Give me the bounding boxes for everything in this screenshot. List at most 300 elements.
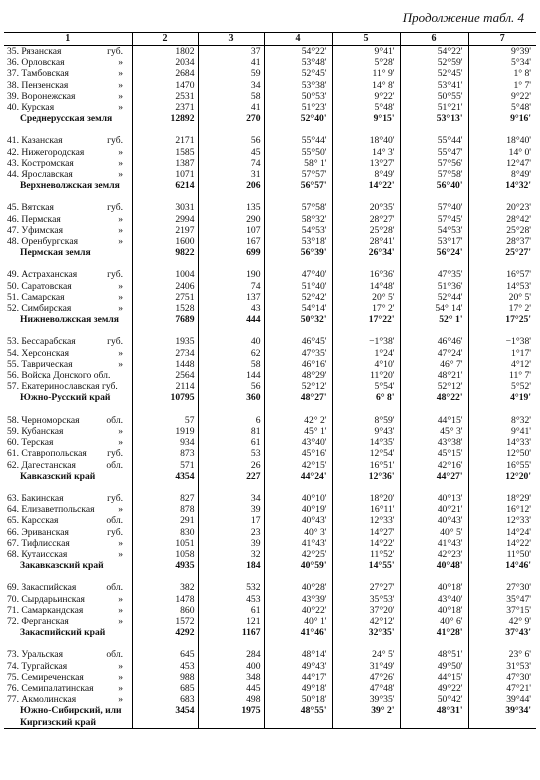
region-name-cell [4, 661, 132, 672]
coordinate-cell: 52°12' [264, 381, 332, 392]
coordinate-cell: 18°40' [332, 135, 400, 146]
number-cell: 2406 [132, 281, 198, 292]
coordinate-cell: 1°24' [332, 348, 400, 359]
coordinate-cell: 54°53' [264, 225, 332, 236]
table-row [4, 281, 536, 292]
region-type: » [118, 280, 123, 292]
region-type: губ. [107, 202, 123, 214]
subtotal-row [4, 705, 536, 716]
spacer-cell [468, 404, 536, 415]
coordinate-cell: 51°23' [264, 102, 332, 113]
subtotal-row [4, 180, 536, 191]
number-cell: 121 [198, 616, 264, 627]
coordinate-cell: 56°24' [400, 247, 468, 258]
region-name: 53. Бессарабская [7, 336, 76, 348]
table-row [4, 57, 536, 68]
region-name-cell [4, 68, 132, 79]
number-cell: 144 [198, 370, 264, 381]
region-type: » [118, 236, 123, 248]
coordinate-cell: 25°28' [332, 225, 400, 236]
spacer-cell [198, 482, 264, 493]
number-cell: 41 [198, 57, 264, 68]
region-type: » [118, 437, 123, 449]
table-row [4, 672, 536, 683]
spacer-cell [132, 638, 198, 649]
region-name-cell [4, 57, 132, 68]
coordinate-cell: 50°55' [400, 91, 468, 102]
number-cell: 167 [198, 236, 264, 247]
coordinate-cell: 42°16' [400, 460, 468, 471]
coordinate-cell: 17°22' [332, 314, 400, 325]
coordinate-cell: 45°16' [264, 448, 332, 459]
number-cell: 4354 [132, 471, 198, 482]
spacer-cell [468, 191, 536, 202]
region-name-cell [4, 460, 132, 471]
subtotal-row [4, 392, 536, 403]
table-row [4, 605, 536, 616]
coordinate-cell: 35°47' [468, 594, 536, 605]
table-row [4, 437, 536, 448]
coordinate-cell: 41°43' [264, 538, 332, 549]
region-name-cell: Верхневолжская земля [20, 180, 120, 192]
region-name: 41. Казанская [7, 135, 63, 147]
coordinate-cell: 45° 3' [400, 426, 468, 437]
coordinate-cell: 40° 1' [264, 616, 332, 627]
number-cell: 3454 [132, 705, 198, 716]
table-row [4, 661, 536, 672]
number-cell: 445 [198, 683, 264, 694]
number-cell: 2114 [132, 381, 198, 392]
spacer-cell [400, 638, 468, 649]
coordinate-cell: 48°31' [400, 705, 468, 716]
coordinate-cell: 50°42' [400, 694, 468, 705]
spacer-cell [332, 482, 400, 493]
region-name-cell [4, 616, 132, 627]
spacer-cell [4, 258, 132, 269]
region-name-cell [4, 426, 132, 437]
coordinate-cell: 5°48' [468, 102, 536, 113]
region-name-cell [4, 672, 132, 683]
coordinate-cell: 9°41' [468, 426, 536, 437]
region-type: губ. [107, 526, 123, 538]
coordinate-cell: 53°18' [264, 236, 332, 247]
region-name: 49. Астраханская [7, 269, 78, 281]
coordinate-cell: 14°33' [468, 437, 536, 448]
coordinate-cell: 26°34' [332, 247, 400, 258]
coordinate-cell: 12°54' [332, 448, 400, 459]
coordinate-cell: 44°15' [400, 415, 468, 426]
number-cell: 683 [132, 694, 198, 705]
coordinate-cell: 47°30' [468, 672, 536, 683]
coordinate-cell: 46°16' [264, 359, 332, 370]
number-cell: 53 [198, 448, 264, 459]
number-cell: 1058 [132, 549, 198, 560]
table-row [4, 292, 536, 303]
region-type: » [118, 157, 123, 169]
coordinate-cell: −1°38' [332, 336, 400, 347]
number-cell: 6 [198, 415, 264, 426]
coordinate-cell: 37°43' [468, 627, 536, 638]
region-type: » [118, 682, 123, 694]
region-name: 71. Самаркандская [7, 604, 84, 616]
coordinate-cell: 14°53' [468, 281, 536, 292]
region-name-cell: Киргизский край [4, 717, 132, 729]
region-name: 63. Бакинская [7, 492, 64, 504]
region-type: » [118, 347, 123, 359]
number-cell: 3031 [132, 202, 198, 213]
spacer-row [4, 325, 536, 336]
region-type: » [118, 660, 123, 672]
coordinate-cell: 54°53' [400, 225, 468, 236]
table-row [4, 460, 536, 471]
region-name-cell [4, 493, 132, 504]
coordinate-cell: 17° 2' [468, 303, 536, 314]
region-name-cell [4, 437, 132, 448]
number-cell: 1448 [132, 359, 198, 370]
number-cell: 2994 [132, 214, 198, 225]
number-cell: 2171 [132, 135, 198, 146]
coordinate-cell: 58°32' [264, 214, 332, 225]
coordinate-cell: 12°36' [332, 471, 400, 482]
coordinate-cell: 14° 8' [332, 80, 400, 91]
number-cell: 81 [198, 426, 264, 437]
coordinate-cell: 23° 6' [468, 649, 536, 660]
coordinate-cell: 5°48' [332, 102, 400, 113]
coordinate-cell: 51°21' [400, 102, 468, 113]
coordinate-cell: 1° 7' [468, 80, 536, 91]
region-type: губ. [107, 448, 123, 460]
coordinate-cell: 28°42' [468, 214, 536, 225]
coordinate-cell: 27°30' [468, 582, 536, 593]
coordinate-cell: 41°46' [264, 627, 332, 638]
region-name: 75. Семиреченская [7, 671, 84, 683]
number-cell: 41 [198, 102, 264, 113]
number-cell: 453 [132, 661, 198, 672]
number-cell: 137 [198, 292, 264, 303]
region-name: 73. Уральская [7, 649, 64, 661]
spacer-row [4, 571, 536, 582]
coordinate-cell: 11°52' [332, 549, 400, 560]
number-cell: 1935 [132, 336, 198, 347]
region-type: » [118, 169, 123, 181]
coordinate-cell: 14°35' [332, 437, 400, 448]
number-cell: 532 [198, 582, 264, 593]
region-name: 58. Черноморская [7, 414, 80, 426]
region-type: » [118, 291, 123, 303]
coordinate-cell: 56°39' [264, 247, 332, 258]
number-cell: 360 [198, 392, 264, 403]
spacer-cell [4, 638, 132, 649]
coordinate-cell: 47°21' [468, 683, 536, 694]
region-name: 77. Акмолинская [7, 694, 77, 706]
table-row [4, 225, 536, 236]
number-cell: 830 [132, 527, 198, 538]
coordinate-cell: 52° 1' [400, 314, 468, 325]
region-name: 38. Пензенская [7, 79, 69, 91]
table-row [4, 582, 536, 593]
coordinate-cell [332, 717, 400, 729]
table-row [4, 303, 536, 314]
coordinate-cell: 28°37' [468, 236, 536, 247]
coordinate-cell [400, 717, 468, 729]
region-type: обл. [106, 414, 123, 426]
region-name-cell [4, 214, 132, 225]
region-type: обл. [106, 515, 123, 527]
spacer-cell [400, 404, 468, 415]
spacer-cell [400, 571, 468, 582]
coordinate-cell: 5°34' [468, 57, 536, 68]
spacer-cell [332, 124, 400, 135]
region-name-cell [4, 582, 132, 593]
region-name-cell [4, 527, 132, 538]
number-cell: 56 [198, 135, 264, 146]
number-cell: 9822 [132, 247, 198, 258]
coordinate-cell: 44°24' [264, 471, 332, 482]
number-cell: 291 [132, 515, 198, 526]
coordinate-cell: 6° 8' [332, 392, 400, 403]
number-cell: 10795 [132, 392, 198, 403]
coordinate-cell: 48°21' [400, 370, 468, 381]
number-cell: 26 [198, 460, 264, 471]
number-cell: 2531 [132, 91, 198, 102]
spacer-row [4, 124, 536, 135]
coordinate-cell: 52°12' [400, 381, 468, 392]
number-cell: 61 [198, 437, 264, 448]
region-type: » [118, 504, 123, 516]
coordinate-cell: 50°18' [264, 694, 332, 705]
coordinate-cell: 16°57' [468, 269, 536, 280]
number-cell: 4292 [132, 627, 198, 638]
coordinate-cell: 56°57' [264, 180, 332, 191]
coordinate-cell: 53°17' [400, 236, 468, 247]
region-name-cell [4, 336, 132, 347]
coordinate-cell: 52°44' [400, 292, 468, 303]
region-type: » [118, 79, 123, 91]
coordinate-cell: 44°27' [400, 471, 468, 482]
coordinate-cell: 47°48' [332, 683, 400, 694]
spacer-cell [4, 482, 132, 493]
coordinate-cell: 43°39' [264, 594, 332, 605]
coordinate-cell: 14°27' [332, 527, 400, 538]
region-name: 66. Эриванская [7, 526, 69, 538]
coordinate-cell: 31°49' [332, 661, 400, 672]
region-type: » [118, 593, 123, 605]
number-cell: 12892 [132, 113, 198, 124]
region-name-cell [4, 649, 132, 660]
table-row [4, 594, 536, 605]
region-name: 35. Рязанская [7, 46, 62, 57]
table-row [4, 504, 536, 515]
table-row [4, 381, 536, 392]
region-type: » [118, 68, 123, 80]
number-cell: 1572 [132, 616, 198, 627]
table-row [4, 348, 536, 359]
region-type: » [118, 615, 123, 627]
number-cell: 56 [198, 381, 264, 392]
spacer-cell [468, 124, 536, 135]
spacer-cell [332, 325, 400, 336]
number-cell: 2734 [132, 348, 198, 359]
region-name-cell [4, 415, 132, 426]
number-cell: 1600 [132, 236, 198, 247]
coordinate-cell: 14°55' [332, 560, 400, 571]
number-cell: 23 [198, 527, 264, 538]
spacer-cell [264, 258, 332, 269]
region-name: 76. Семипалатинская [7, 682, 94, 694]
subtotal-row [4, 314, 536, 325]
number-cell [132, 717, 198, 729]
coordinate-cell: 40° 3' [264, 527, 332, 538]
region-name: 70. Сырдарьинская [7, 593, 85, 605]
region-name-cell [4, 370, 132, 381]
region-type: обл. [106, 649, 123, 661]
table-row [4, 336, 536, 347]
coordinate-cell: 51°40' [264, 281, 332, 292]
region-name-cell [4, 515, 132, 526]
region-name-cell: Пермская земля [20, 247, 91, 259]
coordinate-cell: 9°22' [332, 91, 400, 102]
table-row [4, 448, 536, 459]
table-row [4, 102, 536, 113]
number-cell: 645 [132, 649, 198, 660]
spacer-cell [332, 191, 400, 202]
number-cell: 58 [198, 359, 264, 370]
coordinate-cell: 16°12' [468, 504, 536, 515]
spacer-cell [264, 571, 332, 582]
number-cell: 2684 [132, 68, 198, 79]
coordinate-cell: 44°17' [264, 672, 332, 683]
table-row [4, 649, 536, 660]
region-name: 43. Костромская [7, 157, 74, 169]
spacer-cell [332, 258, 400, 269]
region-type: » [118, 694, 123, 706]
number-cell: 1975 [198, 705, 264, 716]
region-name: 44. Ярославская [7, 169, 73, 181]
table-row [4, 493, 536, 504]
coordinate-cell: 40°13' [400, 493, 468, 504]
number-cell: 74 [198, 281, 264, 292]
number-cell: 498 [198, 694, 264, 705]
coordinate-cell: 53°13' [400, 113, 468, 124]
region-name: 67. Тифлисская [7, 537, 70, 549]
number-cell: 685 [132, 683, 198, 694]
region-type: » [118, 213, 123, 225]
number-cell: 61 [198, 605, 264, 616]
coordinate-cell: 47°35' [400, 269, 468, 280]
number-cell: 58 [198, 91, 264, 102]
coordinate-cell: 14°22' [332, 180, 400, 191]
coordinate-cell: 53°48' [264, 57, 332, 68]
spacer-cell [4, 325, 132, 336]
coordinate-cell: 20° 5' [332, 292, 400, 303]
coordinate-cell: 17°25' [468, 314, 536, 325]
coordinate-cell: 12°47' [468, 158, 536, 169]
coordinate-cell: 14° 0' [468, 147, 536, 158]
coordinate-cell: 14°48' [332, 281, 400, 292]
coordinate-cell: 9°16' [468, 113, 536, 124]
region-name-cell [4, 91, 132, 102]
region-name-cell [4, 169, 132, 180]
coordinate-cell: 1°17' [468, 348, 536, 359]
table-row [4, 68, 536, 79]
coordinate-cell: 40°43' [264, 515, 332, 526]
table-row [4, 91, 536, 102]
number-cell: 1004 [132, 269, 198, 280]
region-name: 39. Воронежская [7, 90, 76, 102]
coordinate-cell: 20° 5' [468, 292, 536, 303]
coordinate-cell: 55°47' [400, 147, 468, 158]
region-name: 72. Ферганская [7, 615, 69, 627]
coordinate-cell: 18°40' [468, 135, 536, 146]
spacer-cell [4, 571, 132, 582]
coordinate-cell: 49°22' [400, 683, 468, 694]
coordinate-cell: 57°40' [400, 202, 468, 213]
coordinate-cell: 40°43' [400, 515, 468, 526]
number-cell: 227 [198, 471, 264, 482]
coordinate-cell: 11°20' [332, 370, 400, 381]
number-cell: 699 [198, 247, 264, 258]
region-name: 65. Карсская [7, 515, 59, 527]
number-cell: 284 [198, 649, 264, 660]
spacer-cell [198, 258, 264, 269]
coordinate-cell: 12°33' [332, 515, 400, 526]
region-name: 50. Саратовская [7, 280, 72, 292]
coordinate-cell: 1° 8' [468, 68, 536, 79]
coordinate-cell: 39° 2' [332, 705, 400, 716]
number-cell: 184 [198, 560, 264, 571]
coordinate-cell: 40°22' [264, 605, 332, 616]
number-cell: 1051 [132, 538, 198, 549]
number-cell: 878 [132, 504, 198, 515]
coordinate-cell: 31°53' [468, 661, 536, 672]
coordinate-cell: 9°39' [468, 46, 536, 58]
region-name: 51. Самарская [7, 291, 65, 303]
region-type: » [118, 57, 123, 69]
coordinate-cell: 16°55' [468, 460, 536, 471]
region-name: 37. Тамбовская [7, 68, 69, 80]
spacer-cell [4, 124, 132, 135]
number-cell: 1528 [132, 303, 198, 314]
coordinate-cell: 40° 6' [400, 616, 468, 627]
region-name-cell [4, 292, 132, 303]
region-name-cell [4, 538, 132, 549]
number-cell: 74 [198, 158, 264, 169]
number-cell: 107 [198, 225, 264, 236]
coordinate-cell: 50°53' [264, 91, 332, 102]
spacer-cell [198, 325, 264, 336]
number-cell: 571 [132, 460, 198, 471]
spacer-cell [264, 638, 332, 649]
coordinate-cell: 40°18' [400, 605, 468, 616]
coordinate-cell: 42°15' [264, 460, 332, 471]
table-row [4, 135, 536, 146]
coordinate-cell: 5°28' [332, 57, 400, 68]
coordinate-cell: 56°40' [400, 180, 468, 191]
table-row [4, 694, 536, 705]
number-cell: 45 [198, 147, 264, 158]
region-type: губ. [107, 135, 123, 147]
number-cell: 6214 [132, 180, 198, 191]
number-cell: 37 [198, 46, 264, 58]
coordinate-cell: 25°27' [468, 247, 536, 258]
number-cell: 1167 [198, 627, 264, 638]
coordinate-cell: 14°24' [468, 527, 536, 538]
coordinate-cell: 40°59' [264, 560, 332, 571]
table-row [4, 147, 536, 158]
coordinate-cell: 52°45' [264, 68, 332, 79]
coordinate-cell: 20°23' [468, 202, 536, 213]
coordinate-cell: 52°42' [264, 292, 332, 303]
